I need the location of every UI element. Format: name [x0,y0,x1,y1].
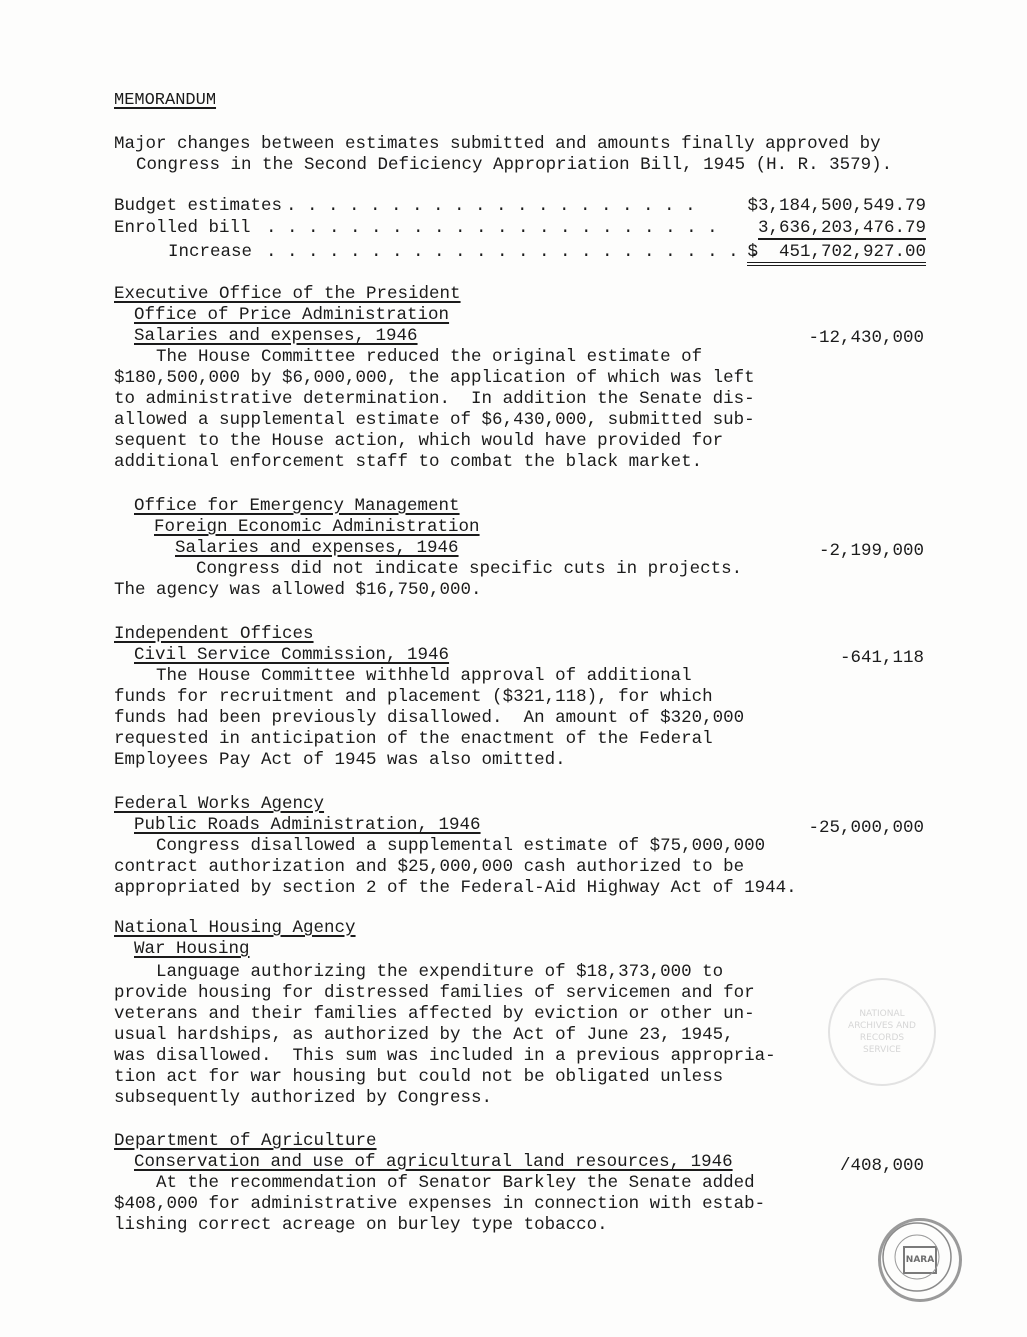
budget-estimates-row [114,196,926,218]
nara-stamp [878,1218,962,1302]
section-paragraph-line: was disallowed. This sum was included in a previous appropria- [114,1046,776,1066]
section-paragraph-line: At the recommendation of Senator Barkley the Senate added [156,1173,755,1193]
increase-row [114,242,926,264]
section-item-heading: Salaries and expenses, 1946 [134,326,418,346]
section-paragraph-line: Employees Pay Act of 1945 was also omitted. [114,750,566,770]
section-heading: Federal Works Agency [114,794,325,814]
section-amount: /408,000 [839,1156,924,1176]
leader-dots: . . . . . . . . . . . . . . . . . . . . [286,196,696,216]
section-paragraph-line: appropriated by section 2 of the Federal-Aid Highway Act of 1944. [114,878,797,898]
section-paragraph-line: The agency was allowed $16,750,000. [114,580,482,600]
section-paragraph-line: Congress disallowed a supplemental estimate of $75,000,000 [156,836,766,856]
section-paragraph-line: funds for recruitment and placement ($321,118), for which [114,687,713,707]
intro-line-1: Major changes between estimates submitted and amounts finally approved by [114,134,881,154]
section-paragraph-line: to administrative determination. In addition the Senate dis- [114,389,755,409]
memo-heading: MEMORANDUM [114,91,217,110]
section-item-heading: Salaries and expenses, 1946 [175,538,459,558]
section-paragraph-line: Language authorizing the expenditure of $18,373,000 to [156,962,724,982]
enrolled-bill-row [114,218,926,240]
leader-dots: . . . . . . . . . . . . . . . . . . . . . . [266,218,718,238]
section-paragraph-line: subsequently authorized by Congress. [114,1088,493,1108]
section-subheading: Public Roads Administration, 1946 [134,815,481,835]
section-amount: -12,430,000 [808,328,924,348]
section-paragraph-line: $180,500,000 by $6,000,000, the application of which was left [114,368,755,388]
section-amount: -25,000,000 [808,818,924,838]
nara-stamp-label: NARA [903,1246,937,1274]
section-paragraph-line: usual hardships, as authorized by the Act of June 23, 1945, [114,1025,734,1045]
section-subheading: Foreign Economic Administration [154,517,480,537]
budget-estimates-label: Budget estimates [114,196,283,216]
section-paragraph-line: The House Committee withheld approval of additional [156,666,692,686]
section-paragraph-line: additional enforcement staff to combat the black market. [114,452,703,472]
section-paragraph-line: lishing correct acreage on burley type tobacco. [114,1215,608,1235]
section-paragraph-line: requested in anticipation of the enactment of the Federal [114,729,713,749]
section-subheading: War Housing [134,939,250,959]
section-amount: -2,199,000 [818,541,924,561]
section-paragraph-line: $408,000 for administrative expenses in connection with estab- [114,1194,766,1214]
section-subheading: Office of Price Administration [134,305,450,325]
increase-label: Increase [168,242,253,262]
section-paragraph-line: sequent to the House action, which would have provided for [114,431,724,451]
section-paragraph-line: provide housing for distressed families of servicemen and for [114,983,755,1003]
section-heading: Independent Offices [114,624,314,644]
section-paragraph-line: The House Committee reduced the original estimate of [156,347,703,367]
intro-line-2: Congress in the Second Deficiency Appropriation Bill, 1945 (H. R. 3579). [136,155,893,175]
archive-stamp-text: NATIONAL ARCHIVES AND RECORDS SERVICE [848,1009,916,1055]
section-subheading: Conservation and use of agricultural land resources, 1946 [134,1152,733,1172]
section-paragraph-line: veterans and their families affected by eviction or other un- [114,1004,755,1024]
enrolled-bill-amount: 3,636,203,476.79 [757,218,926,238]
section-paragraph-line: funds had been previously disallowed. An amount of $320,000 [114,708,745,728]
section-subheading: Civil Service Commission, 1946 [134,645,450,665]
archive-stamp-faint [828,978,936,1086]
section-amount: -641,118 [839,648,924,668]
section-paragraph-line: Congress did not indicate specific cuts in projects. [196,559,743,579]
budget-estimates-amount: $3,184,500,549.79 [747,196,926,216]
section-heading: National Housing Agency [114,918,356,938]
section-paragraph-line: contract authorization and $25,000,000 cash authorized to be [114,857,745,877]
section-heading: Office for Emergency Management [134,496,460,516]
nara-seal-icon [878,1218,956,1296]
section-paragraph-line: allowed a supplemental estimate of $6,430,000, submitted sub- [114,410,755,430]
increase-amount: $ 451,702,927.00 [747,242,926,266]
enrolled-bill-label: Enrolled bill [114,218,251,238]
section-heading: Executive Office of the President [114,284,461,304]
section-paragraph-line: tion act for war housing but could not be obligated unless [114,1067,724,1087]
section-heading: Department of Agriculture [114,1131,377,1151]
leader-dots: . . . . . . . . . . . . . . . . . . . . . . . . [266,242,760,262]
